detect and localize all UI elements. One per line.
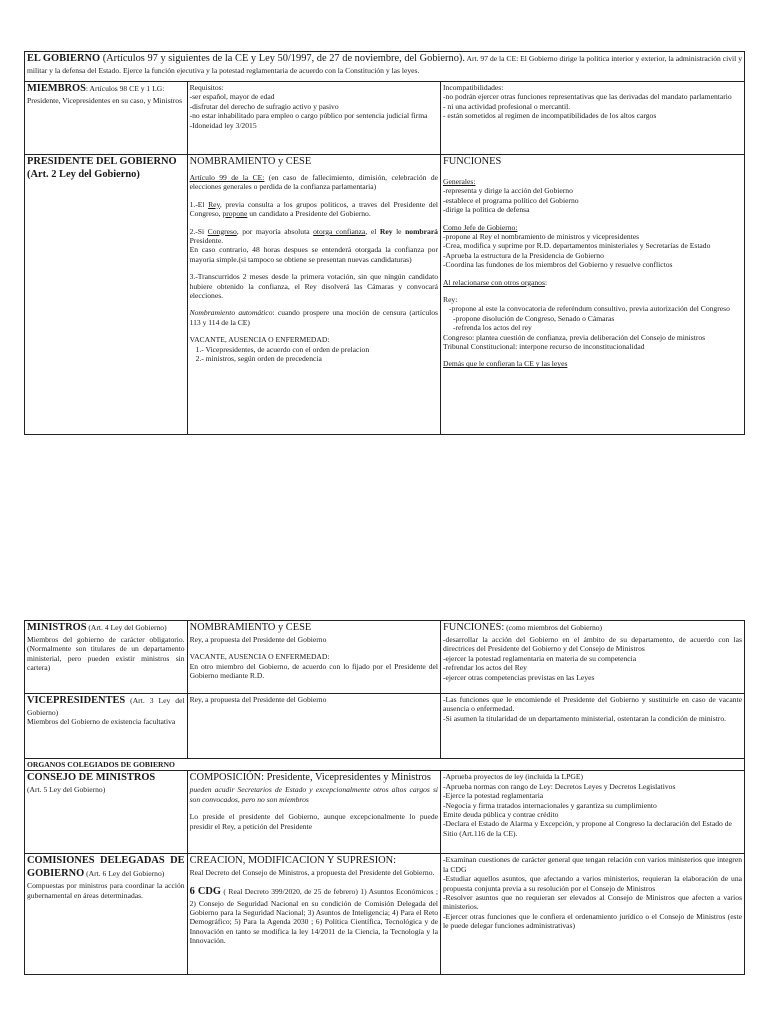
gobierno-description: Art. 97 de la CE: El Gobierno dirige la política interior y exterior, la administración civil y militar y la defensa del Estado. Ejerce la función ejecutiva y la potestad reglamentaria de acuerdo con la Constitución y las leyes. — [27, 54, 742, 75]
incompatibilidad-item: -no podrán ejercer otras funciones representativas que las derivadas del mandato parlamentario — [443, 92, 732, 102]
rey-item: -refrenda los actos del rey — [453, 323, 532, 333]
presidente-title: PRESIDENTE DEL GOBIERNO (Art. 2 Ley del Gobierno) — [27, 156, 177, 180]
vicepresidentes-funcion-item: -Las funciones que le encomiende el Presidente del Gobierno y sustituirle en caso de vacante ausencia o enfermedad. — [443, 695, 742, 714]
paso-2-text: Presidente. — [189, 235, 224, 245]
comisiones-lista-paragraph — [190, 886, 438, 946]
articulo-99-text: (en caso de fallecimiento, dimisión, celebración de elecciones generales o perdida de la confianza parlamentaria) — [189, 172, 438, 192]
ministros-funciones-cell — [441, 621, 745, 694]
presidente-cell — [25, 155, 188, 435]
ministros-funcion-item: -desarrollar la acción del Gobierno en el ámbito de su departamento, de acuerdo con las directrices del Presidente del Gobierno y del Consejo de Ministros — [443, 634, 742, 654]
requisito-item: -no estar inhabilitado para empleo o cargo público por sentencia judicial firma — [189, 111, 428, 121]
paso-2-paragraph — [190, 227, 438, 246]
ministros-funcion-item: -ejercer otras competencias previstas en las Leyes — [443, 672, 595, 682]
articulo-99-label: Artículo 99 de la CE: — [189, 172, 265, 182]
requisitos-cell — [187, 82, 440, 155]
paso-1-text: 1.-El — [189, 199, 209, 209]
ministros-funciones-line — [443, 622, 742, 635]
incompatibilidad-item: - ni una actividad profesional o mercantil. — [443, 101, 571, 111]
requisito-item: -Idoneidad ley 3/2015 — [189, 120, 257, 130]
ministros-cell — [25, 621, 188, 694]
paso-2-congreso: Congreso — [207, 226, 237, 236]
consejo-composicion-heading: COMPOSICIÓN: Presidente, Vicepresidentes y Ministros — [189, 772, 431, 784]
vicepresidentes-subtitle: (Art. 3 Ley del Gobierno) — [27, 696, 185, 717]
vicepresidentes-nombramiento-cell — [187, 694, 440, 759]
paso-1-rey: Rey — [208, 199, 220, 209]
ministros-nombramiento-heading: NOMBRAMIENTO y CESE — [189, 622, 312, 633]
demas-text: Demás que le confieran la CE y las leyes — [443, 359, 568, 369]
paso-1-text: , previa consulta a los grupos politicos, a traves del Presidente del Congreso, — [189, 199, 438, 219]
paso-2-text: , el — [365, 226, 380, 236]
requisitos-label: Requisitos: — [189, 83, 224, 92]
paso-2-nombrara: nombrará — [405, 226, 438, 236]
articulo-99-paragraph — [190, 173, 438, 192]
vicepresidentes-cell — [25, 694, 188, 759]
comisiones-lista-text: ( Real Decreto 399/2020, de 25 de febrero) 1) Asuntos Económicos ; 2) Consejo de Seguridad Nacional en su condición de Comisión Delegada del Gobierno para la Seguridad Nacional; 3) Asuntos de Inteligencia; 4) Para el Reto Demográfico; 5) Para la Agenda 2030 ; 6) Política Científica, Tecnológica y de Innovación en tanto se modifica la ley 14/2011 de la Ciencia, la Tecnología y la Innovación. — [189, 886, 439, 946]
comisiones-creacion-cell — [187, 854, 440, 975]
paso-2-alternative: En caso contrario, 48 horas despues se entenderá otorgada la confianza por mayoria simple.(si tampoco se obtiene se presentan nuevas candidaturas) — [189, 245, 438, 264]
consejo-ministros-subtitle: (Art. 5 Ley del Gobierno) — [27, 785, 106, 795]
funciones-heading: FUNCIONES — [443, 156, 502, 167]
consejo-composicion-text: Lo preside el presidente del Gobierno, aunque excepcionalmente lo puede presidir el Rey, a petición del Presidente — [189, 812, 439, 831]
incompatibilidades-cell — [441, 82, 745, 155]
automatico-label: Nombramiento automático — [189, 308, 273, 318]
paso-1-propone: propone — [222, 209, 248, 219]
paso-2-otorga: otorga confianza — [313, 226, 366, 236]
comisiones-delegadas-title: COMISIONES DELEGADAS DE GOBIERNO — [27, 855, 185, 880]
relacion-colon: : — [544, 277, 548, 287]
consejo-ministros-title: CONSEJO DE MINISTROS — [27, 772, 156, 784]
comisiones-delegadas-description: Compuestas por ministros para coordinar la acción gubernamental en áreas determinadas. — [27, 881, 185, 900]
ministros-description: Miembros del gobierno de carácter obligatorio. (Normalmente son titulares de un departamento ministerial, pero pueden existir ministros sin cartera) — [27, 634, 185, 673]
comisiones-delegadas-subtitle: (Art. 6 Ley del Gobierno) — [84, 869, 165, 879]
automatico-text: : cuando prospere una moción de censura (artículos 113 y 114 de la CE) — [189, 308, 438, 327]
rey-label: Rey: — [443, 294, 458, 304]
comisiones-funcion-item: -Ejercer otras funciones que le confiera el ordenamiento jurídico o el Consejo de Ministros (este le puede delegar funciones administrativas) — [443, 911, 742, 931]
comisiones-delegadas-row — [25, 854, 745, 975]
comisiones-funcion-item: -Estudiar aquellos asuntos, que afectando a varios ministerios, requieran la elaboración de una propuesta conjunta previa a su resolución por el Consejo de Ministros — [443, 874, 742, 893]
comisiones-creacion-text: Real Decreto del Consejo de Ministros, a propuesta del Presidente del Gobierno. — [189, 868, 435, 878]
ministros-funcion-item: -ejercer la potestad reglamentaria en materia de su competencia — [443, 653, 637, 663]
jefe-item: -Coordina las fundones de los miembros del Gobierno y resuelve conflictos — [443, 260, 673, 270]
incompatibilidades-label: Incompatibilidades: — [443, 83, 504, 92]
vacante-heading: VACANTE, AUSENCIA O ENFERMEDAD: — [189, 335, 330, 345]
comisiones-funcion-item: -Resolver asuntos que no requieran ser elevados al Consejo de Ministros que afecten a varios ministerios. — [443, 893, 742, 912]
paso-1-paragraph — [190, 200, 438, 219]
general-item: -representa y dirige la acción del Gobierno — [443, 186, 573, 196]
gobierno-title: EL GOBIERNO — [27, 53, 101, 64]
consejo-funcion-item: Emite deuda pública y contrae crédito — [443, 810, 559, 820]
ministros-funcion-item: -refrendar los actos del Rey — [443, 663, 527, 673]
vicepresidentes-funcion-item: -Si asumen la titularidad de un departamento ministerial, ostentaran la condición de ministro. — [443, 713, 727, 723]
organos-colegiados-row — [25, 759, 745, 771]
organos-table — [24, 620, 745, 975]
relacion-label: Al relacionarse con otros organos — [443, 277, 545, 287]
consejo-funcion-item: -Aprueba normas con rango de Ley: Decretos Leyes y Decretos Legislativos — [443, 781, 676, 791]
paso-2-text: le — [392, 226, 406, 236]
miembros-subtitle: : Artículos 98 CE y 1 LG: Presidente, Vicepresidentes en su caso, y Ministros — [27, 84, 183, 105]
consejo-ministros-row — [25, 771, 745, 854]
consejo-funcion-item: -Ejerce la potestad reglamentaria — [443, 791, 544, 801]
consejo-composicion-cell — [187, 771, 440, 854]
jefe-gobierno-label: Como Jefe de Gobierno: — [443, 222, 518, 232]
vicepresidentes-row — [25, 694, 745, 759]
consejo-funcion-item: -Aprueba proyectos de ley (incluida la LPGE) — [443, 772, 584, 782]
paso-3-paragraph: 3.-Transcurridos 2 meses desde la primera votación, sin que ningún candidato hubiere obtenido la confianza, el Rey disolverá las Cámaras y convocará elecciones. — [189, 272, 438, 300]
jefe-item: -Aprueba la estructura de la Presidencia de Gobierno — [443, 250, 604, 260]
paso-2-rey: Rey — [379, 226, 393, 236]
jefe-item: -Crea, modifica y suprime por R.D. departamentos ministeriales y Secretarías de Estado — [443, 241, 711, 251]
gobierno-header-cell — [25, 52, 745, 82]
presidente-nombramiento-cell — [187, 155, 440, 435]
ministros-funciones-sub: (como miembros del Gobierno) — [504, 623, 603, 632]
ministros-nombramiento-cell — [187, 621, 440, 694]
rey-item: -propone al este la convocatoria de referéndum consultivo, previa autorización del Congreso — [449, 304, 730, 314]
comisiones-funcion-item: -Examinan cuestiones de carácter general que tengan relación con varios ministerios que integren la CDG — [443, 855, 742, 874]
ministros-vacante-text: En otro miembro del Gobierno, de acuerdo con lo fijado por el Presidente del Gobierno mediante R.D. — [189, 661, 439, 681]
paso-1-text: un candidato a Presidente del Gobierno. — [247, 209, 371, 219]
comisiones-delegadas-cell — [25, 854, 188, 975]
miembros-title: MIEMBROS — [27, 83, 86, 94]
vacante-item: 1.- Vicepresidentes, de acuerdo con el orden de prelacion — [195, 344, 370, 354]
ministros-title: MINISTROS — [27, 622, 87, 633]
incompatibilidad-item: - están sometidos al regimen de incompatibilidades de los altos cargos — [443, 111, 657, 121]
consejo-funciones-cell — [441, 771, 745, 854]
presidente-row — [25, 155, 745, 435]
miembros-row — [25, 82, 745, 155]
demas-item — [443, 359, 742, 368]
comisiones-funciones-cell — [441, 854, 745, 975]
vicepresidentes-funciones-cell — [441, 694, 745, 759]
rey-item: -propone disolución de Congreso, Senado o Cámaras — [453, 313, 615, 323]
vicepresidentes-nombramiento-text: Rey, a propuesta del Presidente del Gobierno — [189, 695, 327, 704]
gobierno-subtitle: (Artículos 97 y siguientes de la CE y Ley 50/1997, de 27 de noviembre, del Gobierno). — [100, 53, 465, 64]
gobierno-header-row — [25, 52, 745, 82]
comisiones-count: 6 CDG — [189, 885, 221, 897]
organos-colegiados-heading: ORGANOS COLEGIADOS DE GOBIERNO — [25, 759, 745, 771]
tribunal-item: Tribunal Constitucional: interpone recurso de inconstitucionalidad — [443, 341, 645, 351]
requisito-item: -disfrutar del derecho de sufragio activo y pasivo — [189, 101, 339, 111]
vicepresidentes-description: Miembros del Gobierno de existencia facultativa — [27, 717, 176, 727]
ministros-row — [25, 621, 745, 694]
ministros-vacante-heading: VACANTE, AUSENCIA O ENFERMEDAD: — [189, 652, 330, 662]
consejo-funcion-item: -Negocia y firma tratados internacionales y garantiza su cumplimiento — [443, 800, 657, 810]
ministros-subtitle: (Art. 4 Ley del Gobierno) — [86, 623, 167, 632]
jefe-item: -propone al Rey el nombramiento de ministros y vicepresidentes — [443, 231, 640, 241]
requisito-item: -ser español, mayor de edad — [189, 92, 275, 102]
vicepresidentes-title: VICEPRESIDENTES — [27, 695, 126, 706]
ministros-nombramiento-text: Rey, a propuesta del Presidente del Gobierno — [189, 634, 327, 644]
vacante-item: 2.- ministros, según orden de precedencia — [195, 353, 322, 363]
relacion-label-line — [443, 278, 742, 287]
general-item: -dirige la política de defensa — [443, 205, 530, 215]
nombramiento-heading: NOMBRAMIENTO y CESE — [189, 156, 312, 167]
consejo-composicion-note: pueden acudir Secretarios de Estado y excepcionalmente otros altos cargos si son convocados, pero no son miembros — [189, 785, 439, 804]
miembros-cell — [25, 82, 188, 155]
paso-2-text: , por mayoría absoluta — [236, 226, 314, 236]
congreso-item: Congreso: plantea cuestión de confianza, previa deliberación del Consejo de ministros — [443, 332, 706, 342]
generales-label: Generales: — [443, 176, 476, 186]
general-item: -establece el programa político del Gobierno — [443, 195, 579, 205]
paso-2-text: 2.-Si — [189, 226, 208, 236]
comisiones-creacion-heading: CREACION, MODIFICACION Y SUPRESION: — [189, 855, 397, 867]
consejo-funcion-item: -Declara el Estado de Alarma y Excepción, y propone al Congreso la declaración del Estado de Sitio (Art.116 de la CE). — [443, 819, 732, 838]
consejo-ministros-cell — [25, 771, 188, 854]
presidente-funciones-cell — [441, 155, 745, 435]
gobierno-table — [24, 51, 745, 435]
ministros-funciones-heading: FUNCIONES: — [443, 622, 505, 633]
automatico-paragraph — [190, 308, 438, 327]
